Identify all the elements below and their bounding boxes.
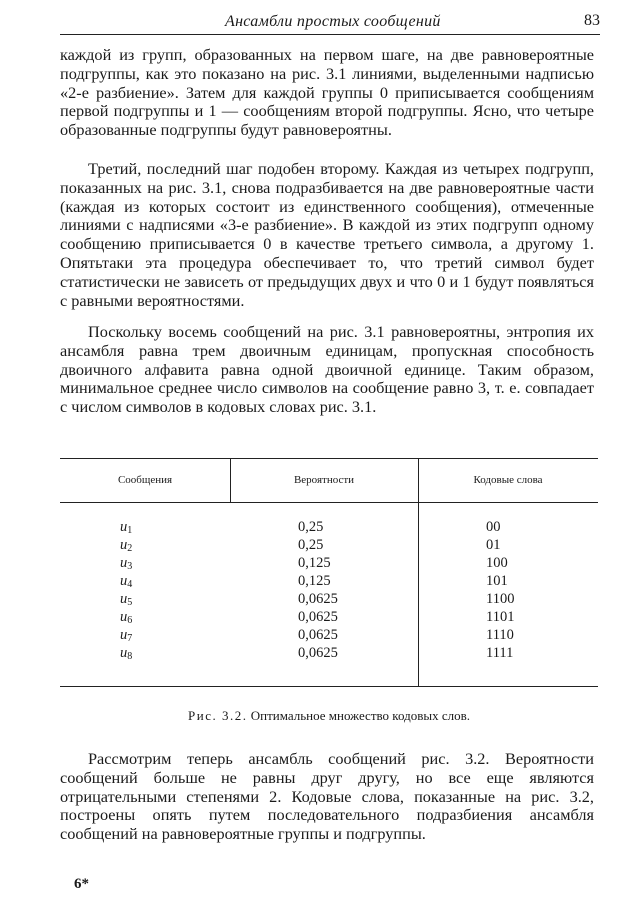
paragraph-2: Третий, последний шаг подобен второму. Каждая из четырех подгрупп, показанных на рис. 3.1, снова подразбивается на две равновероятные части (каждая из которых состоит из единственного сообщения), отмеченные линиями с надписями «3-е разбиение». В каждой из этих подгрупп одному сообщению приписывается 0 в качестве третьего символа, а другому 1. Опятьтаки эта процедура обеспечивает то, что третий символ будет статистически не зависеть от предыдущих двух и что 0 и 1 будут появляться с равными вероятностями. bbox=[60, 159, 594, 310]
table-bottom-rule bbox=[60, 686, 598, 687]
page-number: 83 bbox=[584, 12, 600, 29]
running-header bbox=[60, 8, 600, 35]
table-cell-message: $u_1$ bbox=[120, 519, 133, 536]
figure-caption bbox=[60, 708, 598, 724]
table-cell-message: $u_2$ bbox=[120, 537, 133, 554]
table-cell-codeword: 00 bbox=[486, 519, 501, 535]
table-cell-codeword: 101 bbox=[486, 573, 508, 589]
table-cell-message: $u_7$ bbox=[120, 627, 133, 644]
table-column-messages bbox=[120, 518, 170, 662]
table-cell-probability: 0,125 bbox=[298, 555, 331, 571]
paragraph-1: каждой из групп, образованных на первом шаге, на две равновероятные подгруппы, как это показано на рис. 3.1 линиями, выделенными надписью «2-е разбиение». Затем для каждой группы 0 приписывается сообщениям первой подгруппы и 1 — сообщениям второй подгруппы. Ясно, что четыре образованные подгруппы будут равновероятны. bbox=[60, 45, 594, 140]
printer-signature-mark: 6* bbox=[74, 876, 89, 892]
table-cell-codeword: 01 bbox=[486, 537, 501, 553]
header-title: Ансамбли простых сообщений bbox=[225, 13, 441, 30]
table-column-codewords bbox=[486, 518, 566, 662]
table-cell-message: $u_8$ bbox=[120, 645, 133, 662]
table-cell-probability: 0,0625 bbox=[298, 609, 338, 625]
table-cell-probability: 0,25 bbox=[298, 537, 324, 553]
table-divider-2 bbox=[418, 458, 419, 686]
paragraph-4: Рассмотрим теперь ансамбль сообщений рис. 3.2. Вероятности сообщений больше не равны друг другу, но все еще являются отрицательными степенями 2. Кодовые слова, показанные на рис. 3.2, построены опять путем последовательного подразбиения ансамбля сообщений на равновероятные группы и подгруппы. bbox=[60, 749, 594, 844]
table-header-rule bbox=[60, 502, 598, 503]
table-cell-codeword: 1101 bbox=[486, 609, 515, 625]
figure-caption-label: Рис. 3.2. bbox=[188, 708, 248, 723]
table-cell-message: $u_3$ bbox=[120, 555, 133, 572]
table-header-codewords: Кодовые слова bbox=[473, 474, 543, 486]
table-cell-codeword: 1100 bbox=[486, 591, 515, 607]
table-cell-probability: 0,0625 bbox=[298, 627, 338, 643]
table-cell-message: $u_6$ bbox=[120, 609, 133, 626]
table-top-rule bbox=[60, 458, 598, 459]
table-column-probabilities bbox=[298, 518, 378, 662]
table-cell-codeword: 1110 bbox=[486, 627, 514, 643]
table-cell-message: $u_4$ bbox=[120, 573, 133, 590]
table-cell-probability: 0,0625 bbox=[298, 591, 338, 607]
paragraph-3: Поскольку восемь сообщений на рис. 3.1 равновероятны, энтропия их ансамбля равна трем двоичным единицам, пропускная способность двоичного алфавита равна одной двоичной единице. Таким образом, минимальное среднее число символов на сообщение равно 3, т. е. совпадает с числом символов в кодовых словах рис. 3.1. bbox=[60, 322, 594, 417]
table-cell-probability: 0,25 bbox=[298, 519, 324, 535]
table-header-probabilities: Вероятности bbox=[293, 474, 355, 486]
table-cell-probability: 0,125 bbox=[298, 573, 331, 589]
table-cell-probability: 0,0625 bbox=[298, 645, 338, 661]
table-header-messages: Сообщения bbox=[117, 474, 173, 486]
figure-caption-text: Оптимальное множество кодовых слов. bbox=[250, 708, 470, 723]
table-cell-codeword: 1111 bbox=[486, 645, 514, 661]
table-cell-message: $u_5$ bbox=[120, 591, 133, 608]
table-cell-codeword: 100 bbox=[486, 555, 508, 571]
